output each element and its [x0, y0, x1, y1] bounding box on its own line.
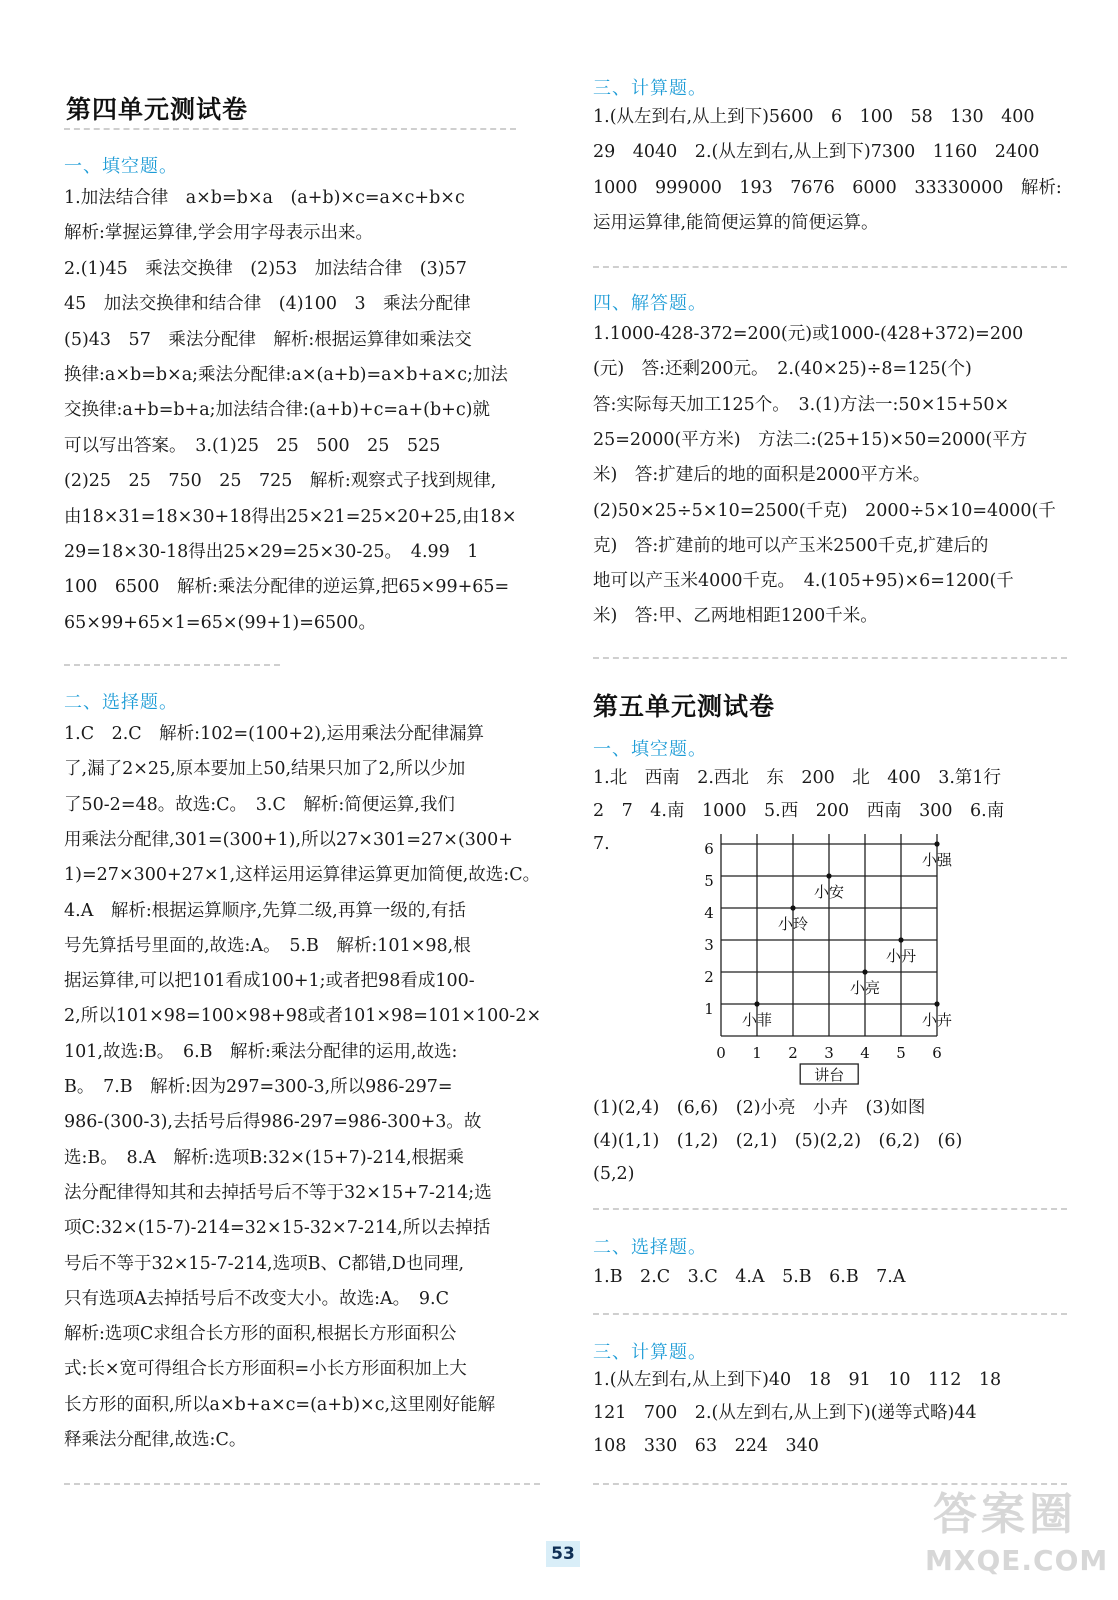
text-line: 2,所以101×98=100×98+98或者101×98=101×100-2×	[64, 1006, 542, 1027]
x-tick-label: 0	[716, 1044, 726, 1062]
unit5-section1-heading: 一、填空题。	[593, 739, 707, 760]
unit4-section1-heading: 一、填空题。	[64, 156, 178, 177]
text-line: 121 700 2.(从左到右,从上到下)(递等式略)44	[593, 1403, 977, 1423]
text-line: 了,漏了2×25,原本要加上50,结果只加了2,所以少加	[64, 759, 466, 780]
text-line: 100 6500 解析:乘法分配律的逆运算,把65×99+65=	[64, 577, 510, 598]
text-line: 地可以产玉米4000千克。 4.(105+95)×6=1200(千	[593, 571, 1014, 592]
text-line: 2 7 4.南 1000 5.西 200 西南 300 6.南	[593, 801, 1005, 821]
text-line: 米) 答:甲、乙两地相距1200千米。	[593, 606, 878, 627]
x-tick-label: 2	[788, 1044, 798, 1062]
student-label: 小玲	[777, 915, 809, 933]
grid-point	[898, 937, 903, 942]
text-line: 号先算括号里面的,故选:A。 5.B 解析:101×98,根	[64, 935, 471, 956]
text-line: 用乘法分配律,301=(300+1),所以27×301=27×(300+	[64, 829, 513, 850]
student-label: 小卉	[921, 1011, 953, 1029]
grid-point	[754, 1001, 759, 1006]
student-label: 小强	[921, 851, 953, 869]
y-tick-label: 5	[704, 872, 714, 890]
divider	[593, 1208, 1067, 1210]
text-line: (2)50×25÷5×10=2500(千克) 2000÷5×10=4000(千	[593, 500, 1056, 521]
text-line: 108 330 63 224 340	[593, 1436, 819, 1456]
unit5-section2-heading: 二、选择题。	[593, 1237, 707, 1258]
text-line: 45 加法交换律和结合律 (4)100 3 乘法分配律	[64, 294, 471, 315]
unit4-section2-heading: 二、选择题。	[64, 692, 178, 713]
stage-label: 讲台	[814, 1066, 845, 1084]
divider	[64, 1483, 540, 1485]
text-line: 由18×31=18×30+18得出25×21=25×20+25,由18×	[64, 506, 517, 527]
text-line: 1.B 2.C 3.C 4.A 5.B 6.B 7.A	[593, 1267, 906, 1287]
grid-point	[826, 873, 831, 878]
x-tick-label: 3	[824, 1044, 834, 1062]
text-line: 法分配律得知其和去掉括号后不等于32×15+7-214;选	[64, 1182, 492, 1203]
unit4-title: 第四单元测试卷	[66, 95, 249, 124]
text-line: 只有选项A去掉括号后不改变大小。故选:A。 9.C	[64, 1288, 450, 1309]
divider	[64, 664, 280, 666]
student-label: 小亮	[849, 979, 881, 997]
y-tick-label: 2	[704, 968, 714, 986]
text-line: 长方形的面积,所以a×b+a×c=(a+b)×c,这里刚好能解	[64, 1394, 496, 1415]
page-number: 53	[546, 1541, 580, 1567]
divider	[593, 657, 1067, 659]
student-label: 小丹	[885, 947, 917, 965]
text-line: 答:实际每天加工125个。 3.(1)方法一:50×15+50×	[593, 394, 1010, 415]
text-line: 号后不等于32×15-7-214,选项B、C都错,D也同理,	[64, 1253, 465, 1274]
text-line: 解析:选项C求组合长方形的面积,根据长方形面积公	[64, 1324, 457, 1345]
grid-point	[934, 841, 939, 846]
text-line: 25=2000(平方米) 方法二:(25+15)×50=2000(平方	[593, 429, 1028, 450]
text-line: (元) 答:还剩200元。 2.(40×25)÷8=125(个)	[593, 359, 972, 380]
text-line: 101,故选:B。 6.B 解析:乘法分配律的运用,故选:	[64, 1041, 458, 1062]
text-line: 据运算律,可以把101看成100+1;或者把98看成100-	[64, 971, 475, 992]
x-tick-label: 4	[860, 1044, 870, 1062]
grid-point	[862, 969, 867, 974]
text-line: (5)43 57 乘法分配律 解析:根据运算律如乘法交	[64, 329, 472, 350]
text-line: 1.加法结合律 a×b=b×a (a+b)×c=a×c+b×c	[64, 188, 465, 208]
text-line: (5,2)	[593, 1164, 635, 1184]
unit4-section3-heading: 三、计算题。	[593, 78, 707, 99]
divider	[593, 266, 1067, 268]
text-line: 1.(从左到右,从上到下)40 18 91 10 112 18	[593, 1370, 1002, 1390]
watermark-text: 答案圈	[933, 1489, 1077, 1540]
text-line: B。 7.B 解析:因为297=300-3,所以986-297=	[64, 1077, 453, 1097]
text-line: 米) 答:扩建后的地的面积是2000平方米。	[593, 465, 931, 486]
x-tick-label: 6	[932, 1044, 942, 1062]
text-line: (2)25 25 750 25 725 解析:观察式子找到规律,	[64, 471, 497, 492]
y-tick-label: 3	[704, 936, 714, 954]
text-line: 1)=27×300+27×1,这样运用运算律运算更加简便,故选:C。	[64, 865, 541, 886]
x-tick-label: 1	[752, 1044, 762, 1062]
divider	[593, 1313, 1067, 1315]
unit5-title: 第五单元测试卷	[593, 692, 776, 721]
unit5-section3-heading: 三、计算题。	[593, 1342, 707, 1363]
student-label: 小安	[813, 883, 845, 901]
text-line: 项C:32×(15-7)-214=32×15-32×7-214,所以去掉括	[64, 1218, 491, 1239]
seating-grid	[700, 834, 960, 1088]
grid-point	[934, 1001, 939, 1006]
text-line: 2.(1)45 乘法交换律 (2)53 加法结合律 (3)57	[64, 258, 467, 279]
text-line: 解析:掌握运算律,学会用字母表示出来。	[64, 223, 373, 244]
text-line: (4)(1,1) (1,2) (2,1) (5)(2,2) (6,2) (6)	[593, 1131, 963, 1151]
text-line: 986-(300-3),去括号后得986-297=986-300+3。故	[64, 1112, 482, 1133]
watermark-logo	[925, 1478, 1109, 1588]
grid-point	[790, 905, 795, 910]
text-line: 29 4040 2.(从左到右,从上到下)7300 1160 2400	[593, 142, 1040, 163]
watermark-url: MXQE.COM	[925, 1544, 1109, 1577]
text-line: 1.(从左到右,从上到下)5600 6 100 58 130 400	[593, 107, 1035, 127]
text-line: 可以写出答案。 3.(1)25 25 500 25 525	[64, 435, 441, 456]
y-tick-label: 6	[704, 840, 714, 858]
text-line: 交换律:a+b=b+a;加法结合律:(a+b)+c=a+(b+c)就	[64, 400, 490, 421]
text-line: 7.	[593, 834, 610, 854]
text-line: (1)(2,4) (6,6) (2)小亮 小卉 (3)如图	[593, 1098, 926, 1118]
text-line: 65×99+65×1=65×(99+1)=6500。	[64, 612, 376, 633]
text-line: 1.1000-428-372=200(元)或1000-(428+372)=200	[593, 324, 1024, 344]
text-line: 4.A 解析:根据运算顺序,先算二级,再算一级的,有括	[64, 900, 466, 921]
x-tick-label: 5	[896, 1044, 906, 1062]
student-label: 小菲	[741, 1011, 773, 1029]
text-line: 1000 999000 193 7676 6000 33330000 解析:	[593, 177, 1062, 198]
text-line: 1.北 西南 2.西北 东 200 北 400 3.第1行	[593, 768, 1002, 788]
text-line: 运用运算律,能简便运算的简便运算。	[593, 212, 879, 233]
text-line: 克) 答:扩建前的地可以产玉米2500千克,扩建后的	[593, 535, 989, 556]
text-line: 换律:a×b=b×a;乘法分配律:a×(a+b)=a×b+a×c;加法	[64, 365, 508, 385]
y-tick-label: 1	[704, 1000, 714, 1018]
text-line: 1.C 2.C 解析:102=(100+2),运用乘法分配律漏算	[64, 724, 485, 744]
unit4-section4-heading: 四、解答题。	[593, 293, 707, 314]
text-line: 了50-2=48。故选:C。 3.C 解析:简便运算,我们	[64, 794, 455, 815]
text-line: 29=18×30-18得出25×29=25×30-25。 4.99 1	[64, 542, 479, 562]
text-line: 释乘法分配律,故选:C。	[64, 1430, 247, 1450]
grid-diagram	[700, 834, 960, 1088]
text-line: 选:B。 8.A 解析:选项B:32×(15+7)-214,根据乘	[64, 1147, 465, 1168]
text-line: 式:长×宽可得组合长方形面积=小长方形面积加上大	[64, 1359, 467, 1380]
divider	[64, 128, 516, 130]
y-tick-label: 4	[704, 904, 714, 922]
